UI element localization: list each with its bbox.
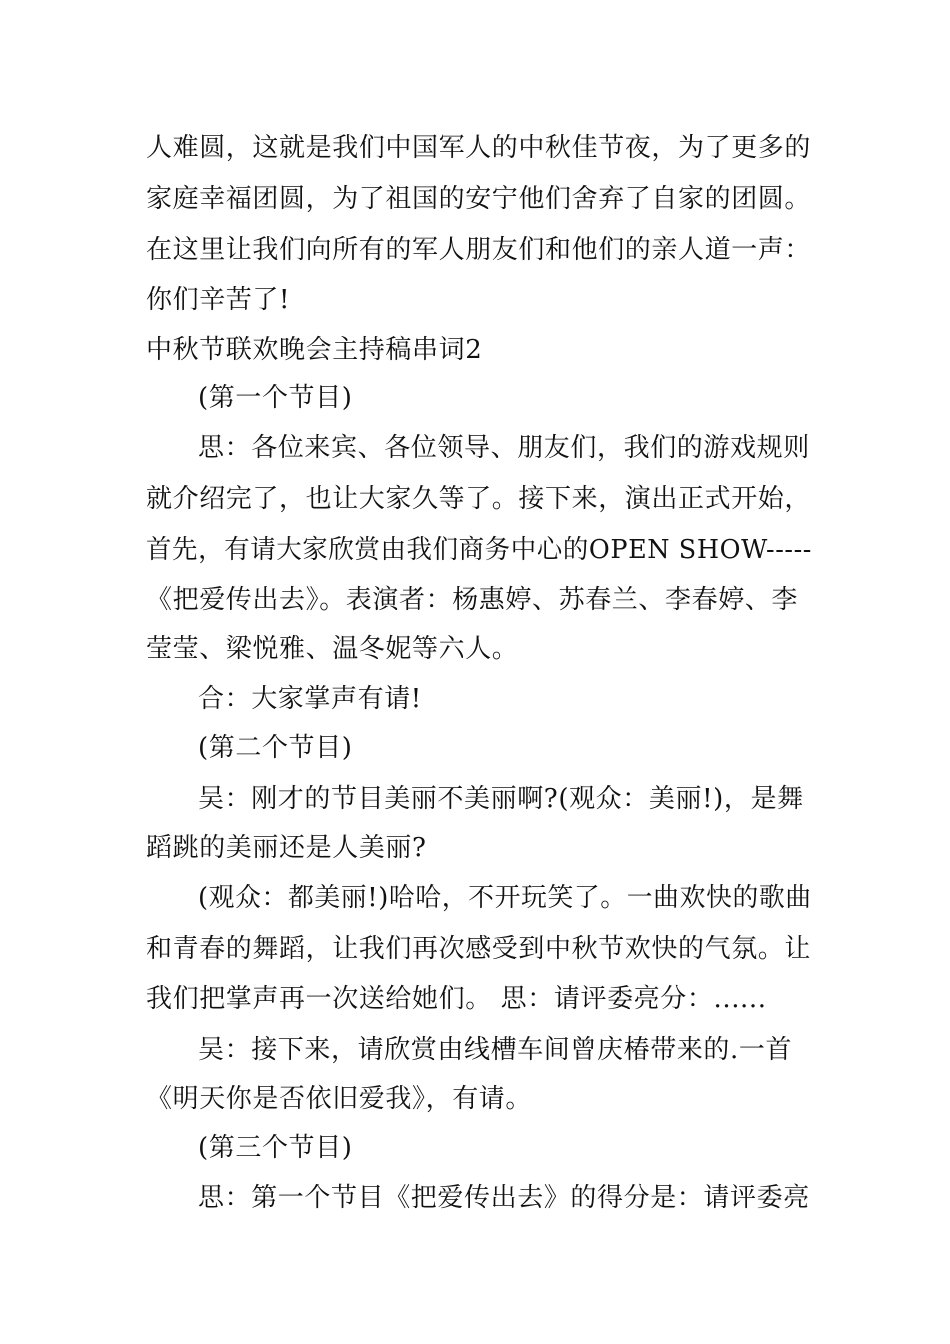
text-line: 莹莹、梁悦雅、温冬妮等六人。 (146, 634, 519, 664)
text-line: 人难圆，这就是我们中国军人的中秋佳节夜，为了更多的 (146, 133, 812, 163)
text-line: (观众：都美丽!)哈哈，不开玩笑了。一曲欢快的歌曲 (198, 883, 812, 913)
text-line: 首先，有请大家欣赏由我们商务中心的OPEN SHOW----- (146, 535, 812, 565)
text-line: 思：各位来宾、各位领导、朋友们，我们的游戏规则 (198, 433, 810, 463)
text-line: 在这里让我们向所有的军人朋友们和他们的亲人道一声： (146, 235, 812, 265)
text-line: 吴：刚才的节目美丽不美丽啊?(观众：美丽!)，是舞 (198, 784, 804, 814)
program-label: (第三个节目) (198, 1133, 353, 1163)
text-line: 合：大家掌声有请! (198, 684, 422, 714)
text-line: 就介绍完了，也让大家久等了。接下来，演出正式开始， (146, 484, 812, 514)
text-line: 你们辛苦了! (146, 285, 291, 315)
text-line: 家庭幸福团圆，为了祖国的安宁他们舍弃了自家的团圆。 (146, 184, 812, 214)
section-heading: 中秋节联欢晚会主持稿串词2 (146, 335, 483, 365)
program-label: (第二个节目) (198, 733, 353, 763)
text-line: 和青春的舞蹈，让我们再次感受到中秋节欢快的气氛。让 (146, 934, 812, 964)
text-line: 我们把掌声再一次送给她们。 思：请评委亮分：...... (146, 984, 767, 1014)
text-line: 思：第一个节目《把爱传出去》的得分是：请评委亮 (198, 1183, 810, 1213)
text-line: 蹈跳的美丽还是人美丽? (146, 833, 427, 863)
text-line: 吴：接下来，请欣赏由线槽车间曾庆椿带来的.一首 (198, 1035, 793, 1065)
text-line: 《把爱传出去》。表演者：杨惠婷、苏春兰、李春婷、李 (146, 585, 799, 615)
text-line: 《明天你是否依旧爱我》，有请。 (146, 1084, 533, 1114)
program-label: (第一个节目) (198, 383, 353, 413)
